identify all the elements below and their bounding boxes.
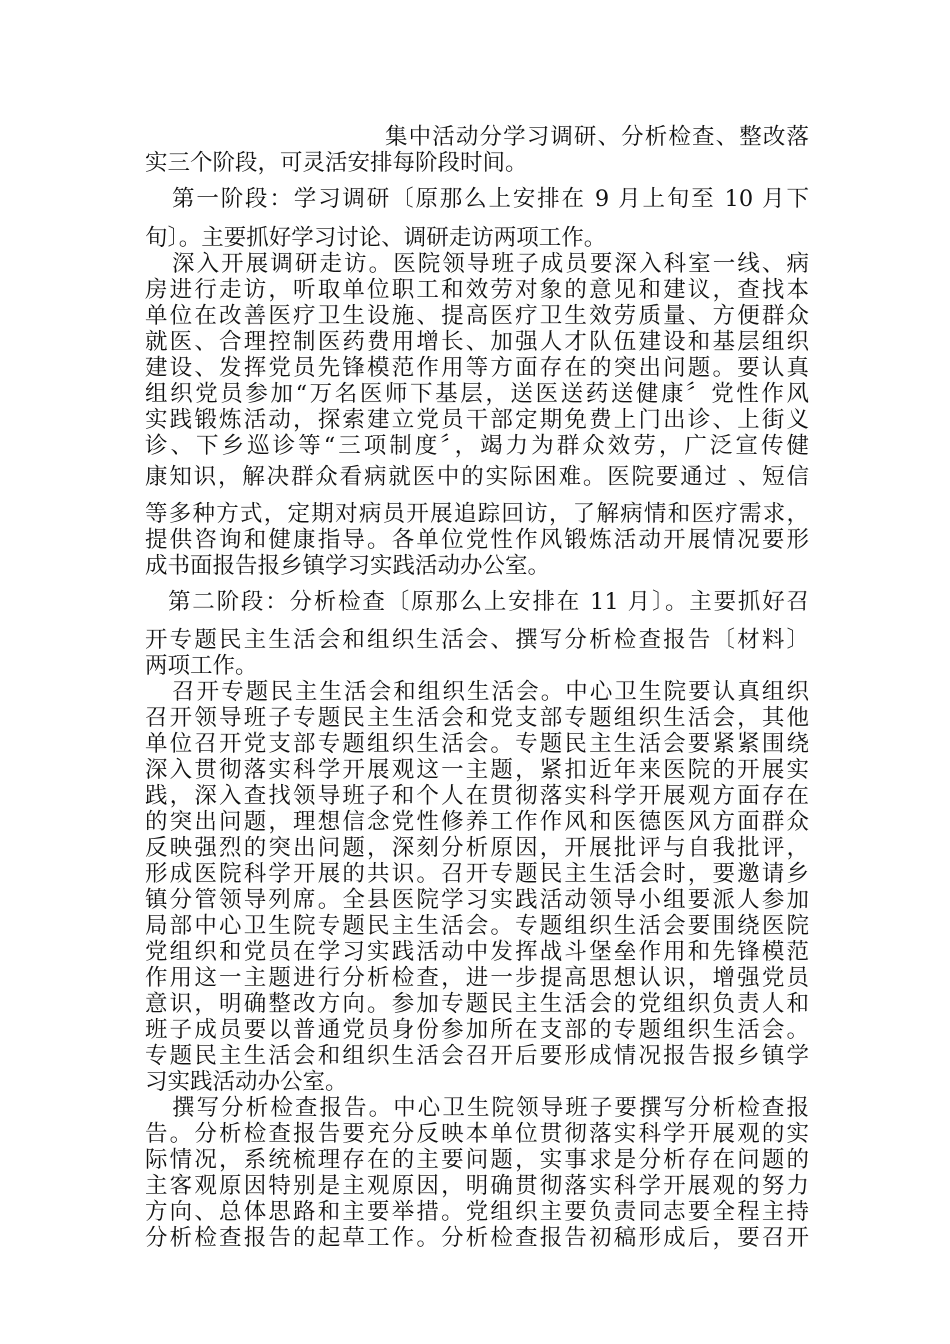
- text-line: 房进行走访，听取单位职工和效劳对象的意见和建议，查找本: [145, 277, 809, 303]
- text-line: 作用这一主题进行分析检查，进一步提高思想认识，增强党员: [145, 965, 809, 991]
- text-line: 集中活动分学习调研、分析检查、整改落: [385, 124, 809, 150]
- text-line: 诊、下乡巡诊等“三项制度〞，竭力为群众效劳，广泛宣传健: [145, 433, 809, 459]
- text-line: 深入开展调研走访。医院领导班子成员要深入科室一线、病: [172, 251, 809, 277]
- text-line: 撰写分析检查报告。中心卫生院领导班子要撰写分析检查报: [172, 1095, 809, 1121]
- text-line: 告。分析检查报告要充分反映本单位贯彻落实科学开展观的实: [145, 1121, 809, 1147]
- text-line: 实三个阶段，可灵活安排每阶段时间。: [145, 150, 528, 176]
- text-line: 等多种方式，定期对病员开展追踪回访，了解病情和医疗需求，: [145, 501, 809, 527]
- text-line: 习实践活动办公室。: [145, 1069, 348, 1095]
- text-line: 意识，明确整改方向。参加专题民主生活会的党组织负责人和: [145, 991, 809, 1017]
- text-line: 康知识，解决群众看病就医中的实际困难。医院要通过 、短信: [145, 464, 809, 490]
- text-line: 两项工作。: [145, 653, 258, 679]
- text-line: 镇分管领导列席。全县医院学习实践活动领导小组要派人参加: [145, 887, 809, 913]
- text-line: 单位在改善医疗卫生设施、提高医疗卫生效劳质量、方便群众: [145, 303, 809, 329]
- text-line: 局部中心卫生院专题民主生活会。专题组织生活会要围绕医院: [145, 913, 809, 939]
- text-line: 开专题民主生活会和组织生活会、撰写分析检查报告〔材料〕: [145, 627, 809, 653]
- text-line: 的突出问题，理想信念党性修养工作作风和医德医风方面群众: [145, 809, 809, 835]
- text-line: 召开专题民主生活会和组织生活会。中心卫生院要认真组织: [172, 679, 809, 705]
- text-line: 主客观原因特别是主观原因，明确贯彻落实科学开展观的努力: [145, 1173, 809, 1199]
- text-line: 单位召开党支部专题组织生活会。专题民主生活会要紧紧围绕: [145, 731, 809, 757]
- text-line: 践，深入查找领导班子和个人在贯彻落实科学开展观方面存在: [145, 783, 809, 809]
- text-line: 分析检查报告的起草工作。分析检查报告初稿形成后，要召开: [145, 1225, 809, 1251]
- text-line: 第一阶段：学习调研〔原那么上安排在 9 月上旬至 10 月下: [172, 186, 809, 212]
- text-line: 深入贯彻落实科学开展观这一主题，紧扣近年来医院的开展实: [145, 757, 809, 783]
- text-line: 反映强烈的突出问题，深刻分析原因，开展批评与自我批评，: [145, 835, 809, 861]
- text-line: 党组织和党员在学习实践活动中发挥战斗堡垒作用和先锋模范: [145, 939, 809, 965]
- text-line: 形成医院科学开展的共识。召开专题民主生活会时，要邀请乡: [145, 861, 809, 887]
- text-line: 组织党员参加“万名医师下基层，送医送药送健康〞党性作风: [145, 381, 809, 407]
- text-line: 际情况，系统梳理存在的主要问题，实事求是分析存在问题的: [145, 1147, 809, 1173]
- text-line: 成书面报告报乡镇学习实践活动办公室。: [145, 553, 551, 579]
- text-line: 建设、发挥党员先锋模范作用等方面存在的突出问题。要认真: [145, 355, 809, 381]
- text-line: 旬〕。主要抓好学习讨论、调研走访两项工作。: [145, 225, 607, 251]
- text-line: 第二阶段：分析检查〔原那么上安排在 11 月〕。主要抓好召: [168, 589, 809, 615]
- text-line: 班子成员要以普通党员身份参加所在支部的专题组织生活会。: [145, 1017, 809, 1043]
- text-line: 就医、合理控制医药费用增长、加强人才队伍建设和基层组织: [145, 329, 809, 355]
- text-line: 专题民主生活会和组织生活会召开后要形成情况报告报乡镇学: [145, 1043, 809, 1069]
- text-line: 实践锻炼活动，探索建立党员干部定期免费上门出诊、上街义: [145, 407, 809, 433]
- text-line: 方向、总体思路和主要举措。党组织主要负责同志要全程主持: [145, 1199, 809, 1225]
- text-line: 召开领导班子专题民主生活会和党支部专题组织生活会，其他: [145, 705, 809, 731]
- text-line: 提供咨询和健康指导。各单位党性作风锻炼活动开展情况要形: [145, 527, 809, 553]
